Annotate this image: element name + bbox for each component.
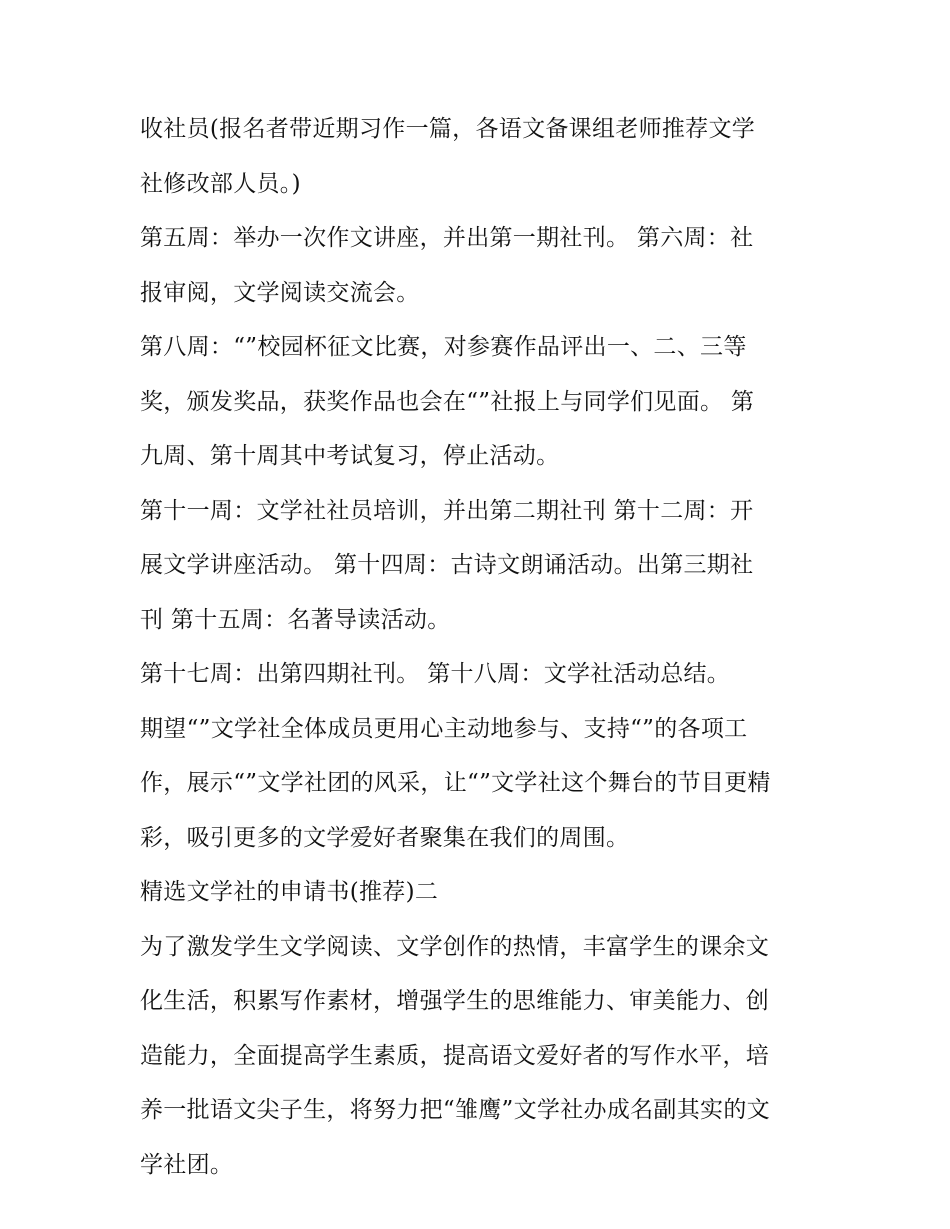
text-line: 化生活，积累写作素材，增强学生的思维能力、审美能力、创 [140,988,770,1014]
text-line: 九周、第十周其中考试复习，停止活动。 [140,443,560,469]
text-line: 学社团。 [140,1151,234,1178]
text-line: 第十一周：文学社社员培训，并出第二期社刊 第十二周：开 [140,497,754,524]
text-line: 第五周：举办一次作文讲座，并出第一期社刊。 第六周：社 [140,225,754,251]
text-line: 彩，吸引更多的文学爱好者聚集在我们的周围。 [140,824,630,851]
text-line: 展文学讲座活动。 第十四周：古诗文朗诵活动。出第三期社 [140,552,754,578]
text-line: 收社员(报名者带近期习作一篇，各语文备课组老师推荐文学 [140,116,756,142]
text-line: 作，展示“”文学社团的风采，让“”文学社这个舞台的节目更精 [140,770,771,796]
text-line: 刊 第十五周：名著导读活动。 [140,606,451,633]
text-line: 期望“”文学社全体成员更用心主动地参与、支持“”的各项工 [140,715,748,742]
section-heading: 精选文学社的申请书(推荐)二 [140,879,439,905]
text-line: 奖，颁发奖品，获奖作品也会在“”社报上与同学们见面。 第 [140,388,755,415]
document-body [140,108,820,1198]
text-line: 为了激发学生文学阅读、文学创作的热情，丰富学生的课余文 [140,933,770,960]
text-line: 第八周：“”校园杯征文比赛，对参赛作品评出一、二、三等 [140,334,747,360]
text-line: 第十七周：出第四期社刊。 第十八周：文学社活动总结。 [140,661,731,687]
text-line: 报审阅，文学阅读交流会。 [140,279,420,306]
text-line: 造能力，全面提高学生素质，提高语文爱好者的写作水平，培 [140,1042,770,1069]
text-line: 社修改部人员。) [140,170,301,197]
text-line: 养一批语文尖子生，将努力把“雏鹰”文学社办成名副其实的文 [140,1097,770,1123]
